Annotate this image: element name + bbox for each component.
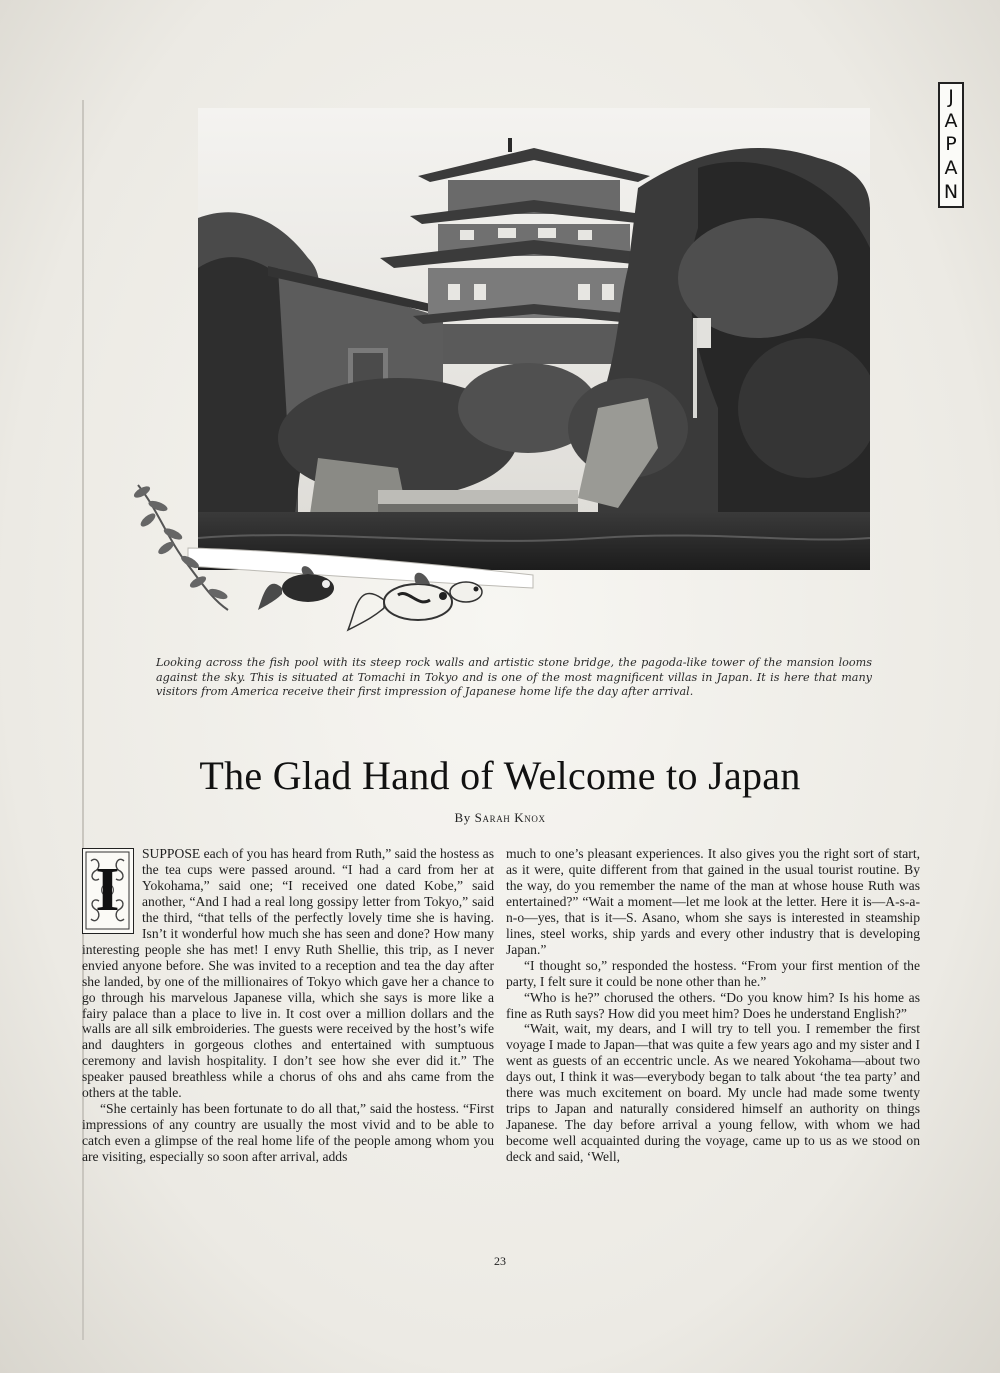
ornamental-drop-cap: [82, 848, 134, 934]
tab-letter: P: [945, 133, 957, 156]
paragraph: much to one’s pleasant experiences. It also gives you the right sort of start, as it were, quite different from that gained in the usual tourist routine. By the way, do you remember the name of the man at whose house Ruth was entertained?” “Wait a moment—let me look at the letter. Here it is—A-s-a-n-o—yes, that is it—S. Asano, whom she says is interested in steamship lines, steel works, ship yards and every other industry that is developing Japan.”: [506, 846, 920, 957]
tab-letter: A: [944, 109, 958, 132]
paragraph: “I thought so,” responded the hostess. “From your first mention of the party, I felt sure it could be none other than he.”: [506, 957, 920, 989]
photo-caption: Looking across the fish pool with its steep rock walls and artistic stone bridge, the pagoda-like tower of the mansion looms against the sky. This is situated at Tomachi in Tokyo and is one of the most magnificent villas in Japan. It is here that many visitors from America receive their first impression of Japanese home life the day after arrival.: [156, 656, 872, 699]
paragraph: “Wait, wait, my dears, and I will try to tell you. I remember the first voyage I made to Japan—that was quite a few years ago and my sister and I went as guests of an eccentric uncle. As we neared Yokohama—about two days out, I think it was—everybody began to talk about ‘the tea party’ and there was much excitement on board. My uncle had made some twenty trips to Japan and naturally considered himself an authority on things Japanese. The day before arrival a young fellow, with whom we had become well acquainted during the voyage, came up to us as we stood on deck and said, ‘Well,: [506, 1021, 920, 1165]
byline-author: Sarah Knox: [474, 810, 546, 825]
article-column-left: [82, 846, 494, 1165]
article-column-right: [506, 846, 920, 1165]
page-number: 23: [494, 1254, 506, 1268]
section-tab-japan: [938, 82, 964, 208]
article-byline: [300, 810, 700, 826]
article-title: The Glad Hand of Welcome to Japan: [199, 753, 801, 798]
paragraph: SUPPOSE each of you has heard from Ruth,” said the hostess as the tea cups were passed around. “I had a card from her at Yokohama,” said one; “I received one dated Kobe,” said another, “And I had a real long gossipy letter from Tokyo,” said the third, “that tells of the perfectly lovely time she is having. Isn’t it wonderful how much she has seen and done? How many interesting people she has met! I envy Ruth Shellie, this trip, as I never envied anyone before. She was invited to a reception and tea the day after she landed, by one of the millionaires of Tokyo which gave her a chance to go through his marvelous Japanese villa, which she says is more like a fairy palace than a place to live in. It cost over a million dollars and the walls are all silk embroideries. The guests were received by the host’s wife and daughters in gorgeous clothes and entertained with sumptuous ceremony and lavish hospitality. I don’t see how she ever did it.” The speaker paused breathless while a chorus of ohs and ahs came from the others at the table.: [82, 846, 494, 1101]
tab-letter: A: [944, 157, 958, 180]
byline-prefix: By: [454, 810, 471, 825]
tab-letter: J: [948, 86, 954, 109]
paragraph: “Who is he?” chorused the others. “Do you know him? Is his home as fine as Ruth says? How did you meet him? Does he understand English?”: [506, 989, 920, 1021]
tab-letter: N: [943, 180, 959, 203]
drop-cap-letter: I: [95, 856, 120, 924]
paragraph: “She certainly has been fortunate to do all that,” said the hostess. “First impressions of any country are usually the most vivid and to be able to catch even a glimpse of the real home life of the people among whom you are visiting, especially so soon after arrival, adds: [82, 1101, 494, 1165]
goldfish-ornament-illustration: [118, 470, 538, 640]
